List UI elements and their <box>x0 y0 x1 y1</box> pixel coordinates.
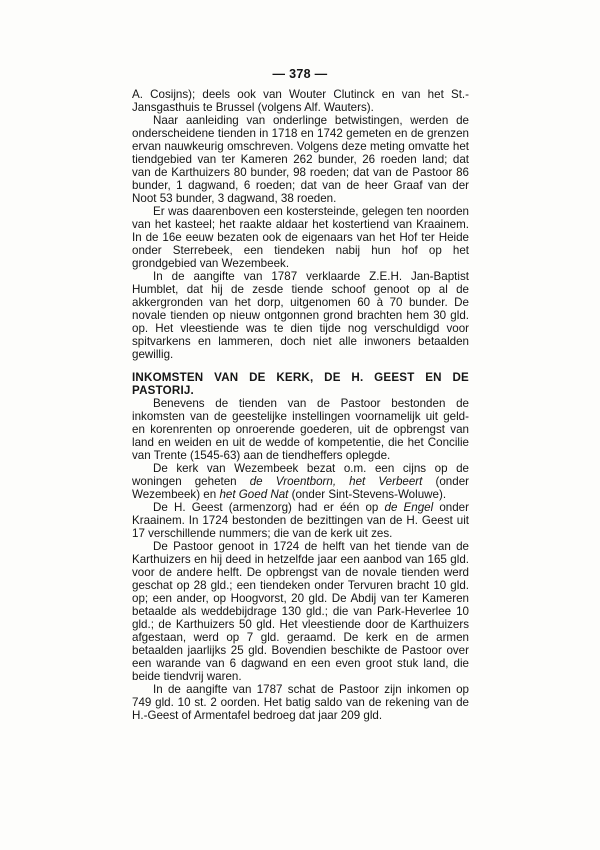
text-run: (onder Sint-Stevens-Woluwe). <box>288 488 447 501</box>
paragraph-holy-ghost <box>132 501 469 540</box>
paragraph-continuation: A. Cosijns); deels ook van Wouter Clutinck en van het St.-Jansgasthuis te Brussel (volgens Alf. Wauters). <box>132 88 469 114</box>
paragraph-pastor-income-1724: De Pastoor genoot in 1724 de helft van het tiende van de Karthuizers en hij deed in hetzelfde jaar een aanbod van 165 gld. voor de andere helft. De opbrengst van de novale tienden werd geschat op 28 gld.; een tiendeken onder Tervuren bracht 10 gld. op; een ander, op Hoogvorst, 20 gld. De Abdij van ter Kameren betaalde als weddebijdrage 130 gld.; die van Park-Heverlee 10 gld.; de Karthuizers 50 gld. Het vleestiende door de Karthuizers afgestaan, werd op 7 gld. geraamd. De kerk en de armen betaalden jaarlijks 25 gld. Bovendien beschikte de Pastoor over een warande van 6 dagwand en een even groot stuk land, die beide tiendvrij waren. <box>132 540 469 683</box>
text-run: onder Kraainem. In 1724 bestonden de bezittingen van de H. Geest uit 17 verschillende nummers; die van de kerk uit zes. <box>132 501 469 540</box>
paragraph-church-cijns <box>132 462 469 501</box>
page-number: — 378 — <box>272 67 328 81</box>
italic-house-name: de Engel <box>384 501 434 514</box>
italic-house-names: de Vroentborn, het Verbeert <box>249 475 423 488</box>
text-run: (onder Wezembeek) en <box>132 475 470 501</box>
paragraph-declaration-1787: In de aangifte van 1787 verklaarde Z.E.H. Jan-Baptist Humblet, dat hij de zesde tiende schoof genoot op al de akkergronden van het dorp, uitgenomen 60 à 70 bunder. De novale tienden op nieuw ontgonnen grond brachten hem 30 gld. op. Het vleestiende was te dien tijde nog verschuldigd voor spitvarkens en lammeren, doch niet alle inwoners betaalden gewillig. <box>132 270 469 361</box>
paragraph-pastor-income-1787: In de aangifte van 1787 schat de Pastoor zijn inkomen op 749 gld. 10 st. 2 oorden. Het batig saldo van de rekening van de H.-Geest of Armentafel bedroeg dat jaar 209 gld. <box>132 683 469 722</box>
italic-house-name: het Goed Nat <box>219 488 289 501</box>
paragraph-income-sources: Benevens de tienden van de Pastoor bestonden de inkomsten van de geestelijke instellingen voornamelijk uit geld- en korenrenten op onroerende goederen, uit de opbrengst van land en weiden en uit de wedde of kompetentie, die het Concilie van Trente (1545-63) aan de tiendheffers oplegde. <box>132 397 469 462</box>
page-body <box>132 88 469 722</box>
paragraph-tithe-measurement: Naar aanleiding van onderlinge betwistingen, werden de onderscheidene tienden in 1718 en 1742 gemeten en de grenzen ervan nauwkeurig omschreven. Volgens deze meting omvatte het tiendgebied van ter Kameren 262 bunder, 26 roeden land; dat van de Karthuizers 80 bunder, 98 roeden; dat van de Pastoor 86 bunder, 1 dagwand, 6 roeden; dat van de heer Graaf van der Noot 53 bunder, 3 dagwand, 38 roeden. <box>132 114 469 205</box>
section-heading: INKOMSTEN VAN DE KERK, DE H. GEEST EN DE PASTORIJ. <box>132 371 469 397</box>
text-run: De kerk van Wezembeek bezat o.m. een cijns op de woningen geheten <box>132 462 469 488</box>
paragraph-koster-tithe: Er was daarenboven een kostersteinde, gelegen ten noorden van het kasteel; het raakte aldaar het kostertiend van Kraainem. In de 16e eeuw bezaten ook de eigenaars van het Hof ter Heide onder Sterrebeek, een tiendeken nabij hun hof op het grondgebied van Wezembeek. <box>132 205 469 270</box>
text-run: De H. Geest (armenzorg) had er één op <box>153 501 385 514</box>
